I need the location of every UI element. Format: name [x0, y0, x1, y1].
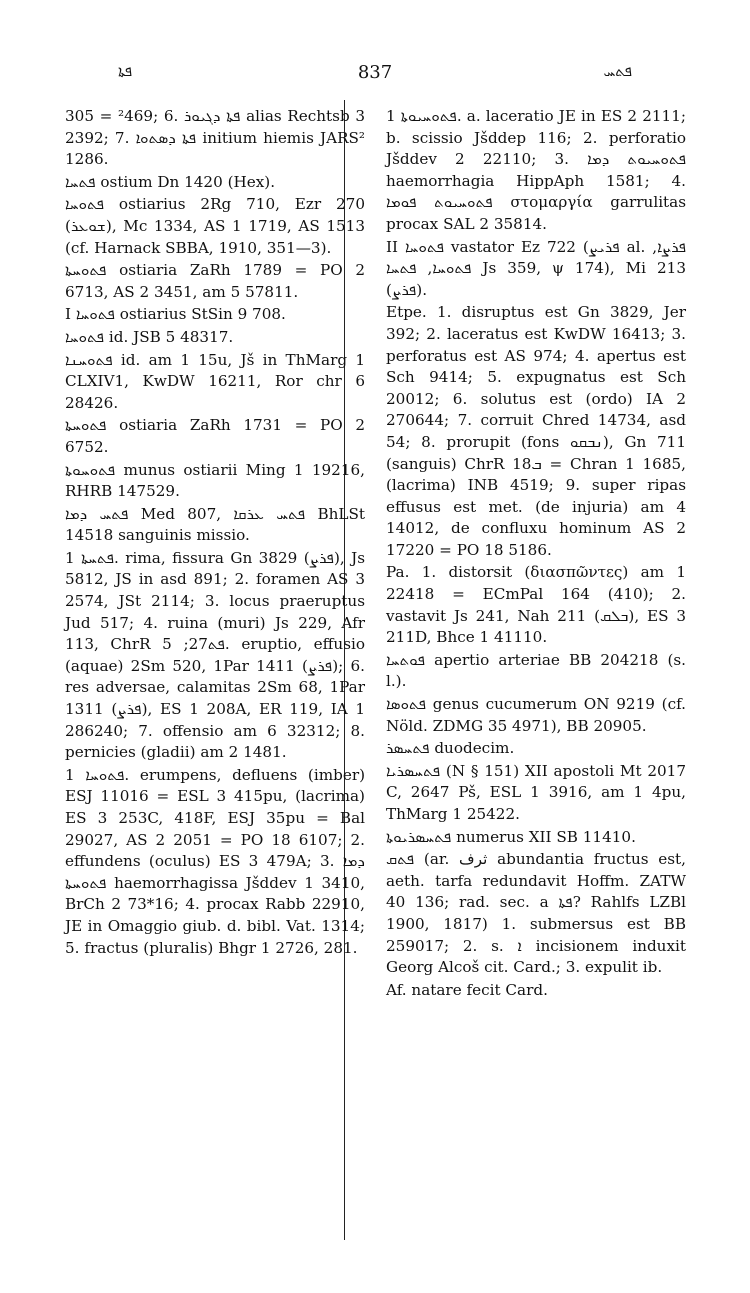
entry: ܦܬܚ ܕܡܐ Med 807, ܦܬܚ ܥܪܩܐ BhLSt 14518 sanguinis missio.	[65, 504, 370, 545]
entry: ܦܬܘܚܘܬܐ munus ostiarii Ming 1 19216, RHRB 147529.	[65, 460, 370, 501]
entry: ܦܬܘܚܐ ostiarius 2Rg 710, Ezr 270 (ܫܘܥܪ), Mc 1334, AS 1 1719, AS 1513 (cf. Harnack SBBA, 1910, 351—3).	[65, 195, 370, 257]
entry: ܦܬܘܚܬܐ ostiaria ZaRh 1789 = PO 2 6713, AS 2 3451, am 5 57811.	[65, 261, 370, 301]
entry: ܦܬܚܐ ostium Dn 1420 (Hex).	[65, 172, 276, 191]
entry: ܦܘܬܚܐ apertio arteriae BB 204218 (s. l.).	[386, 650, 691, 691]
header-right-catchword: ܦܬܚ	[603, 62, 632, 80]
entry: ܦܬܘܚܢܐ id. am 1 15u, Jš in ThMarg 1 CLXIV1, KwDW 16211, Ror chr 6 28426.	[65, 350, 370, 412]
entry: ܦܬܚܬܐ 1. rima, fissura Gn 3829 (ܦܪܨ), Js 5812, JS in asd 891; 2. foramen AS 3 2574, JSt 2114; 3. locus praeruptus Jud 517; 4. ruina (muri) Js 229, Afr 113, ChrR ܦܬ27; 5. eruptio, effusio (aquae) 2Sm 520, 1Par 1411 (ܦܪܨ); 6. res adversae, calamitas 2Sm 68, 1Par 1311 (ܦܪܨ), ES 1 208A, ER 119, IA 1 286240; 7. offensio am 6 32312; 8. pernicies (gladii) am 2 1481.	[65, 548, 370, 762]
entry: ܦܬܘܚܐ id. JSB 5 48317.	[65, 327, 234, 346]
page-header	[0, 62, 750, 86]
left-column	[65, 106, 370, 959]
entry: ܦܬܘܣܐ genus cucumerum ON 9219 (cf. Nöld. ZDMG 35 4971), BB 20905.	[386, 695, 691, 735]
entry: ܦܬܘܚܝܘܬܐ 1. a. laceratio JE in ES 2 2111; b. scissio Jšddep 116; 2. perforatio Jšddev 2 22110; 3. ܦܬܘܚܝܘܬ ܕܡܐ haemorrhagia HippAph 1581; 4. ܦܬܘܚܝܘܬ ܦܘܡܐ στομαργία garrulitas procax SAL 2 35814.	[386, 107, 691, 233]
entry: ܦܬܘܚܬܐ ostiaria ZaRh 1731 = PO 2 6752.	[65, 416, 370, 456]
entry: ܦܬܚܣܪ duodecim.	[386, 739, 515, 758]
entry: Pa. 1. distorsit (διασπῶντες) am 1 22418 = ECmPal 164 (410); 2. vastavit Js 241, Nah 211 (ܒܠܩ), ES 3 211D, Bhce 1 41110.	[386, 563, 691, 647]
entry: Af. natare fecit Card.	[386, 980, 548, 999]
entry: ܦܬܘܚܐ 1. erumpens, defluens (imber) ESJ 11016 = ESL 3 415pu, (lacrima) ES 3 253C, 418F, ESJ 35pu = Bal 29027, AS 2 2051 = PO 18 6107; 2. effundens (oculus) ES 3 479A; 3. ܕܡܐ ܦܬܘܚܬܐ haemorrhagissa Jšddev 1 3410, BrCh 2 73*16; 4. procax Rabb 22910, JE in Omaggio giub. d. bibl. Vat. 1314; 5. fractus (pluralis) Bhgr 1 2726, 281.	[65, 765, 370, 957]
page-number: 837	[357, 62, 393, 83]
entry: Etpe. 1. disruptus est Gn 3829, Jer 392; 2. laceratus est KwDW 16413; 3. perforatus est AS 974; 4. apertus est Sch 9414; 5. expugnatus est Sch 20012; 6. solutus est (ordo) IA 2 270644; 7. corruit Chred 14734, asd 54; 8. prorupit (fons ܢܒܩܘ), Gn 711 (sanguis) ChrR ܒ18 = Chran 1 1685, (lacrima) INB 4519; 9. super ripas effusus est met. (de injuria) am 4 14012, de confluxu hominum AS 2 17220 = PO 18 5186.	[386, 303, 691, 559]
right-column	[386, 106, 691, 1001]
header-left-catchword: ܦܬܐ	[118, 62, 133, 80]
entry: ܦܬܚܣܪܝܘܬܐ numerus XII SB 11410.	[386, 827, 636, 846]
entry: 305 = ²469; 6. ܦܬܐ ܕܓܝܘܪ alias Rechtsb 3 2392; 7. ܦܬܐ ܕܣܬܘܐ initium hiemis JARS² 1286.	[65, 107, 370, 169]
entry: I ܦܬܘܚܐ ostiarius StSin 9 708.	[65, 305, 286, 324]
entry: II ܦܬܘܚܐ vastator Ez 722 (ܦܪܝܨ al. ܦܪܨܐ, ܦܬܘܚܐ, ܦܬܚܐ Js 359, ψ 174), Mi 213 (ܦܪܨ).	[386, 237, 691, 299]
entry: ܦܬܚܣܪܝܐ (N § 151) XII apostoli Mt 2017 C, 2647 Pš, ESL 1 3916, am 1 4pu, ThMarg 1 25422.	[386, 761, 691, 823]
entry: ܦܬܩ (ar. ثرف abundantia fructus est, aeth. tarfa redundavit Hoffm. ZATW 40 136; rad. sec. a ܦܬܐ? Rahlfs LZBl 1900, 1817) 1. submersus est BB 259017; 2. s. ܐ incisionem induxit Georg Alcoš cit. Card.; 3. expulit ib.	[386, 850, 691, 977]
